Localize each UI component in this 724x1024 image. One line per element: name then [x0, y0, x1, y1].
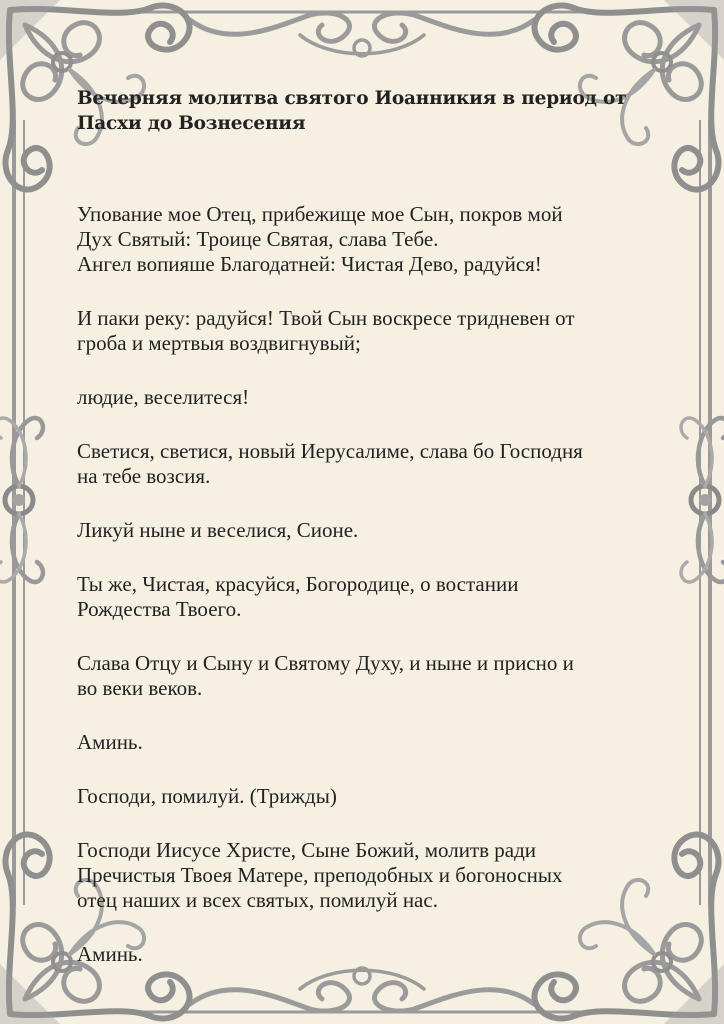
- prayer-paragraph: Светися, светися, новый Иерусалиме, слава бо Господня на тебе возсия.: [77, 439, 583, 488]
- prayer-paragraph: Ликуй ныне и веселися, Сионе.: [77, 518, 359, 542]
- prayer-title: Вечерняя молитва святого Иоанникия в период от Пасхи до Вознесения: [77, 88, 627, 134]
- prayer-content: [77, 86, 657, 996]
- prayer-paragraph: Господи, помилуй. (Трижды): [77, 784, 337, 808]
- prayer-paragraph: Аминь.: [77, 942, 143, 966]
- left-side-ornament: [0, 418, 43, 582]
- prayer-paragraph: Ты же, Чистая, красуйся, Богородице, о востании Рождества Твоего.: [77, 572, 519, 621]
- prayer-paragraph: Господи Иисусе Христе, Сыне Божий, молитв ради Пречистыя Твоея Матере, преподобных и богоносных отец наших и всех святых, помилуй нас.: [77, 838, 563, 912]
- right-side-ornament: [681, 418, 724, 582]
- top-scrollwork: [190, 13, 534, 56]
- prayer-paragraph: Упование мое Отец, прибежище мое Сын, покров мой Дух Святый: Троице Святая, слава Тебе. Ангел вопияше Благодатней: Чистая Дево, радуйся!: [77, 202, 563, 276]
- prayer-paragraph: И паки реку: радуйся! Твой Сын воскресе тридневен от гроба и мертвыя воздвигнувый;: [77, 306, 575, 355]
- prayer-paragraph: Слава Отцу и Сыну и Святому Духу, и ныне и присно и во веки веков.: [77, 651, 574, 700]
- prayer-paragraph: людие, веселитеся!: [77, 385, 250, 409]
- prayer-paragraph: Аминь.: [77, 730, 143, 754]
